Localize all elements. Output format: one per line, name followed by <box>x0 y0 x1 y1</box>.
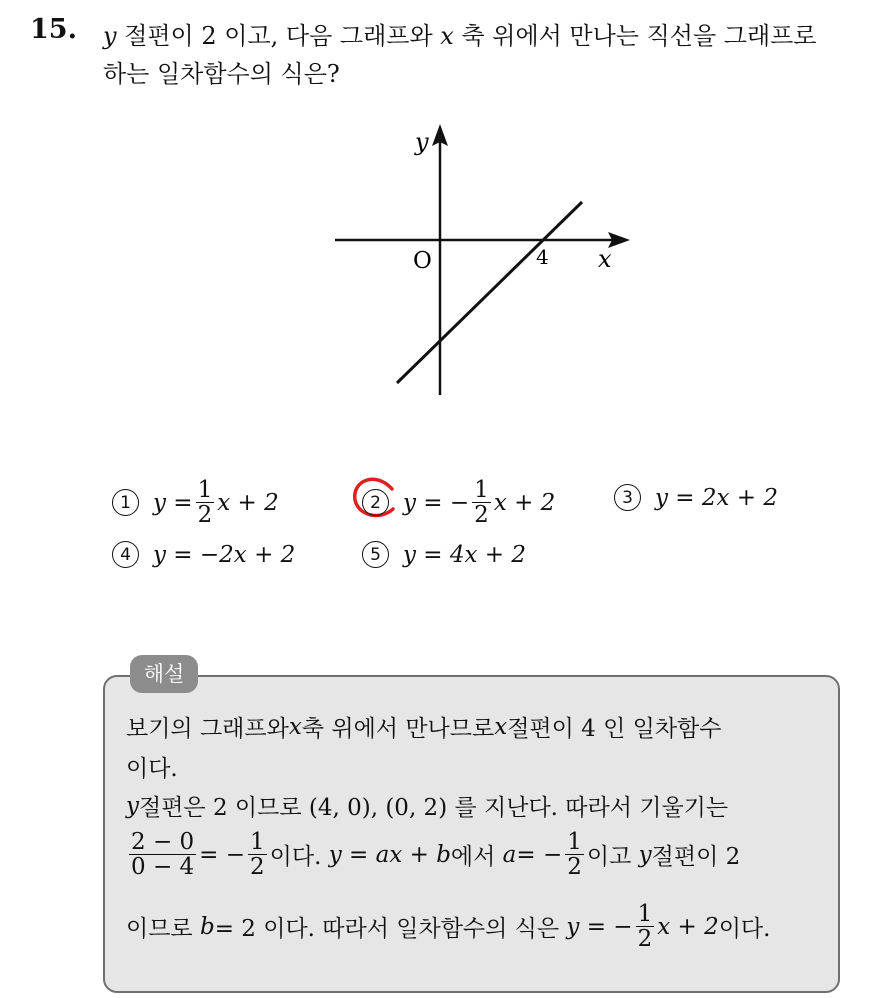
fraction <box>565 830 584 879</box>
sol-text: = 2 이다. 따라서 일차함수의 식은 <box>214 916 560 943</box>
origin-label: O <box>413 248 432 274</box>
var-a: a <box>502 841 517 868</box>
var-b: b <box>199 913 215 940</box>
sol-text: 에서 <box>450 844 496 871</box>
fraction <box>472 478 491 527</box>
solution-line-3 <box>126 789 728 822</box>
option-2[interactable] <box>362 478 555 527</box>
option-mark: 5 <box>362 541 389 568</box>
option-lhs: y = − <box>403 489 470 516</box>
solution-line-1 <box>126 710 722 743</box>
x-intercept-label: 4 <box>536 245 549 269</box>
sol-text: = − <box>199 841 246 868</box>
option-text: y = −2x + 2 <box>153 541 296 568</box>
sol-text: 이다. <box>718 916 771 943</box>
frac-num: 1 <box>474 477 489 503</box>
frac-den: 0 − 4 <box>131 854 195 881</box>
fraction <box>129 830 196 879</box>
var-y: y <box>638 841 652 868</box>
frac-num: 1 <box>250 829 265 855</box>
option-text: y = 2x + 2 <box>655 484 779 511</box>
option-1[interactable] <box>112 478 279 527</box>
question-number: 15. <box>30 14 77 45</box>
option-rest: x + 2 <box>493 489 556 516</box>
sol-text: = − <box>516 841 563 868</box>
sol-text: 이다. <box>269 844 322 871</box>
option-text: y = 4x + 2 <box>403 541 527 568</box>
fraction <box>196 478 215 527</box>
var-x: x <box>440 22 454 50</box>
question-line-2: 하는 일차함수의 식은? <box>103 60 340 88</box>
frac-den: 2 <box>567 854 582 881</box>
var-y: y <box>126 792 139 819</box>
option-5[interactable] <box>362 541 526 568</box>
sol-text: 이므로 <box>126 916 193 943</box>
sol-eq: y = − <box>566 913 633 940</box>
frac-den: 2 <box>250 854 265 881</box>
option-4[interactable] <box>112 541 295 568</box>
frac-den: 2 <box>637 926 653 953</box>
fraction <box>248 830 267 879</box>
sol-eq: x + 2 <box>657 913 719 940</box>
sol-text: 이고 <box>586 844 632 871</box>
solution-line-5 <box>126 902 770 951</box>
sol-eq: y = ax + b <box>328 841 451 868</box>
frac-num: 1 <box>637 901 653 927</box>
var-x: x <box>494 713 508 740</box>
x-axis-label: x <box>598 245 612 273</box>
var-y: y <box>103 22 117 50</box>
option-lhs: y = <box>153 489 193 516</box>
sol-text: 보기의 그래프와 <box>126 716 289 742</box>
frac-num: 1 <box>197 477 213 503</box>
option-mark: 2 <box>362 489 389 516</box>
graph-line <box>397 202 582 383</box>
sol-text: 절편이 2 <box>651 844 741 871</box>
option-mark: 4 <box>112 541 139 568</box>
question-text: 절편이 2 이고, 다음 그래프와 <box>116 22 441 50</box>
frac-den: 2 <box>474 502 489 529</box>
frac-den: 2 <box>197 502 213 529</box>
option-mark: 1 <box>112 489 139 516</box>
sol-text: 절편이 4 인 일차함수 <box>507 716 722 742</box>
solution-line-2: 이다. <box>126 756 178 782</box>
sol-text: 축 위에서 만나므로 <box>301 716 495 742</box>
fraction <box>636 902 655 951</box>
solution-tag: 해설 <box>130 655 198 693</box>
var-x: x <box>288 713 302 740</box>
option-mark: 3 <box>614 484 641 511</box>
frac-num: 1 <box>567 829 582 855</box>
frac-num: 2 − 0 <box>131 829 195 855</box>
y-axis-label: y <box>415 128 429 156</box>
question-text: 축 위에서 만나는 직선을 그래프로 <box>453 22 817 50</box>
option-rest: x + 2 <box>217 489 279 516</box>
solution-line-4 <box>126 830 740 879</box>
option-3[interactable] <box>614 484 778 511</box>
sol-text: 절편은 2 이므로 (4, 0), (0, 2) 를 지난다. 따라서 기울기는 <box>139 795 729 821</box>
